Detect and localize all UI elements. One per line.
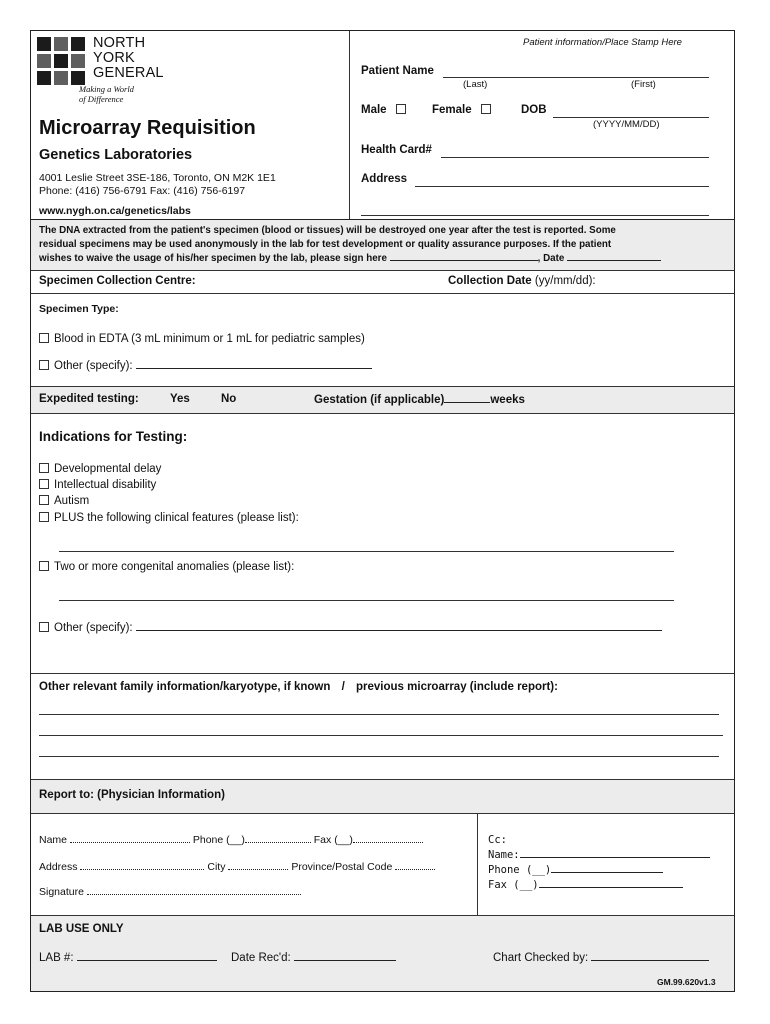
expedited-yes[interactable]: Yes [170,393,190,405]
dob-hint: (YYYY/MM/DD) [593,119,660,130]
indication-other-checkbox[interactable] [39,622,49,632]
nygh-logo [37,37,85,85]
indication-checkbox[interactable] [39,495,49,505]
physician-province-field[interactable] [395,860,435,870]
tagline [79,85,134,104]
physician-phone-label: Phone [192,834,224,846]
lab-number [39,951,217,964]
org-name [93,36,164,81]
dob-field[interactable] [553,117,709,118]
expedited-no[interactable]: No [221,393,237,405]
physician-signature-field[interactable] [87,885,301,895]
blood-edta-label: Blood in EDTA (3 mL minimum or 1 mL for pediatric samples) [54,333,365,345]
physician-fax-area[interactable]: (__) [334,834,353,846]
consent-line-2: residual specimens may be used anonymously in the lab for test development or quality assurance purposes. If the patient [39,238,612,250]
physician-name-label: Name [39,834,68,846]
indication-other-field[interactable] [136,621,662,631]
physician-phone-area[interactable]: (__) [226,834,245,846]
cc-fax-field[interactable] [539,878,683,888]
physician-name-field[interactable] [70,833,190,843]
patient-name-label: Patient Name [361,65,434,77]
female-label: Female [432,104,472,116]
date-received-label: Date Rec'd: [231,952,291,964]
report-to-heading: Report to: (Physician Information) [39,789,225,801]
anomalies-field[interactable] [59,600,674,601]
form-code: GM.99.620v1.3 [657,977,716,987]
anomalies-checkbox[interactable] [39,561,49,571]
physician-city-label: City [207,861,226,873]
indication-item[interactable] [39,510,299,526]
patient-address-field[interactable] [415,186,709,187]
specimen-type-heading: Specimen Type: [39,303,119,315]
date-received [231,951,396,964]
cc-name-label: Name: [488,849,520,861]
stamp-note: Patient information/Place Stamp Here [523,37,682,48]
expedited-label: Expedited testing: [39,393,139,405]
blood-edta-checkbox[interactable] [39,333,49,343]
first-name-hint: (First) [631,79,656,90]
chart-checked [493,951,709,964]
physician-phone-field[interactable] [245,833,311,843]
anomalies-option[interactable] [39,561,294,573]
indication-item[interactable] [39,477,299,493]
family-heading-right: previous microarray (include report): [356,681,558,693]
lab-use-heading: LAB USE ONLY [39,923,124,935]
cc-block [488,833,710,893]
last-name-hint: (Last) [463,79,488,90]
cc-phone-field[interactable] [551,863,663,873]
anomalies-label: Two or more congenital anomalies (please list): [54,561,295,573]
consent-signature-field[interactable] [390,251,538,261]
lab-website: www.nygh.on.ca/genetics/labs [39,205,191,217]
org-line-2: YORK [93,50,135,66]
specimen-other-checkbox[interactable] [39,360,49,370]
consent-line-3 [39,251,729,266]
consent-line-1: The DNA extracted from the patient's specimen (blood or tissues) will be destroyed one year after the test is reported. Some [39,225,616,236]
physician-address-field[interactable] [80,860,204,870]
family-heading-left: Other relevant family information/karyotype, if known [39,681,331,693]
patient-address-label: Address [361,173,408,185]
collection-centre-label: Specimen Collection Centre: [39,275,196,287]
physician-signature-label: Signature [39,886,84,898]
cc-phone-area[interactable]: (__) [525,864,552,876]
blood-edta-option[interactable] [39,333,365,345]
department-name: Genetics Laboratories [39,147,193,163]
lab-phone-fax: Phone: (416) 756-6791 Fax: (416) 756-6197 [39,185,246,197]
physician-address-label: Address [39,861,78,873]
specimen-other-field[interactable] [136,359,372,369]
date-received-field[interactable] [294,951,396,961]
indication-checkbox[interactable] [39,479,49,489]
header-divider [349,31,350,219]
patient-name-field[interactable] [443,77,709,78]
dob-label: DOB [521,104,547,116]
lab-number-label: LAB #: [39,952,74,964]
cc-divider [477,813,478,915]
lab-address: 4001 Leslie Street 3SE-186, Toronto, ON M2K 1E1 [39,172,276,184]
requisition-form [30,30,735,992]
physician-fax-label: Fax [313,834,332,846]
tagline-line-2: of Difference [79,93,124,104]
cc-name-row [488,848,710,863]
specimen-other-label: Other (specify): [54,360,133,372]
indications-heading: Indications for Testing: [39,429,188,444]
indication-checkbox[interactable] [39,463,49,473]
cc-fax-area[interactable]: (__) [513,879,539,891]
family-info-heading [39,681,558,693]
org-line-1: NORTH [93,35,146,51]
chart-checked-field[interactable] [591,951,709,961]
family-info-line-3[interactable] [39,756,719,757]
indications-list [39,461,299,526]
lab-number-field[interactable] [77,951,217,961]
consent-date-label: , Date [537,253,565,264]
male-option[interactable] [361,104,411,116]
collection-date-label: Collection Date [448,275,532,287]
physician-fax-field[interactable] [353,833,423,843]
family-info-line-2[interactable] [39,735,723,736]
female-option[interactable] [432,104,496,116]
collection-date[interactable] [448,275,596,287]
specimen-other-option[interactable] [39,359,372,372]
indication-label: Intellectual disability [54,479,157,492]
tagline-line-1: Making a World [79,84,134,94]
physician-city-field[interactable] [228,860,288,870]
cc-name-field[interactable] [520,848,710,858]
consent-date-field[interactable] [567,251,661,261]
indication-item[interactable] [39,461,299,477]
indication-checkbox[interactable] [39,512,49,522]
physician-province-label: Province/Postal Code [291,861,393,873]
consent-sign-prompt: wishes to waive the usage of his/her specimen by the lab, please sign here [39,253,387,264]
gestation-field[interactable] [444,393,490,403]
indication-label: Developmental delay [54,463,162,475]
health-card-field[interactable] [441,157,709,158]
indication-label: Autism [54,495,90,508]
org-line-3: GENERAL [93,65,164,81]
cc-label: Cc: [488,834,507,846]
physician-address-row [39,860,435,873]
cc-fax-label: Fax [488,879,507,891]
male-label: Male [361,104,387,116]
family-heading-separator: / [341,681,345,693]
clinical-features-field[interactable] [59,551,674,552]
indication-other-label: Other (specify): [54,622,133,634]
cc-phone-label: Phone [488,864,520,876]
indication-item[interactable] [39,493,299,509]
chart-checked-label: Chart Checked by: [493,952,589,964]
gestation-weeks: weeks [490,394,525,406]
gestation-label: Gestation (if applicable) [314,394,445,406]
health-card-label: Health Card# [361,144,432,156]
indication-other-option[interactable] [39,621,662,634]
female-checkbox[interactable] [481,104,491,114]
cc-fax-row [488,878,710,893]
form-title: Microarray Requisition [39,117,256,139]
indication-label: PLUS the following clinical features (please list): [54,511,299,524]
patient-address-field-2[interactable] [361,215,709,216]
cc-phone-row [488,863,710,878]
physician-signature-row [39,885,301,898]
family-info-line-1[interactable] [39,714,719,715]
consent-text [39,224,729,266]
physician-name-row [39,833,423,846]
gestation[interactable] [314,393,525,406]
male-checkbox[interactable] [396,104,406,114]
collection-date-hint: (yy/mm/dd): [534,275,596,287]
